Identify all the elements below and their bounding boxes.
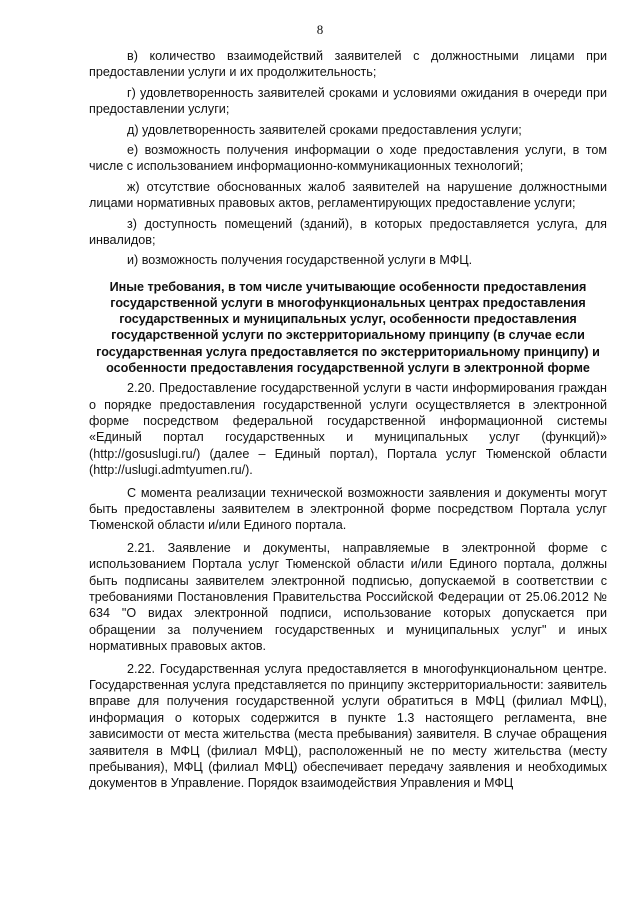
paragraph-2-22: 2.22. Государственная услуга предоставляется в многофункциональном центре. Государственная услуга представляется по принципу экстерриториальности: заявитель вправе для получения государственной услуги обратиться в МФЦ (филиал МФЦ), информация о которых содержится в пункте 1.3 настоящего регламента, вне зависимости от места жительства (места пребывания) заявителя. В случае обращения заявителя в МФЦ (филиал МФЦ), расположенный не по месту жительства (месту пребывания), МФЦ (филиал МФЦ) обеспечивает передачу заявления и необходимых документов в Управление. Порядок взаимодействия Управления и МФЦ bbox=[89, 661, 607, 791]
list-item-d: д) удовлетворенность заявителей сроками предоставления услуги; bbox=[127, 122, 522, 137]
list-item-zh: ж) отсутствие обоснованных жалоб заявителей на нарушение должностными лицами нормативных правовых актов, регламентирующих предоставление услуги; bbox=[89, 179, 607, 211]
paragraph-2-20: 2.20. Предоставление государственной услуги в части информирования граждан о порядке предоставления государственной услуги осуществляется в электронной форме посредством федеральной государственной информационной системы «Единый портал государственных и муниципальных услуг (функций)» (http://gosuslugi.ru/) (далее – Единый портал), Портала услуг Тюменской области (http://uslugi.admtyumen.ru/). bbox=[89, 381, 607, 478]
list-item-z: з) доступность помещений (зданий), в которых предоставляется услуга, для инвалидов; bbox=[89, 216, 607, 248]
document-body bbox=[89, 48, 607, 796]
paragraph-2-21: 2.21. Заявление и документы, направляемые в электронной форме с использованием Портала услуг Тюменской области и/или Единого портала, должны быть подписаны заявителем электронной подписью, допускаемой в соответствии с требованиями Постановления Правительства Российской Федерации от 25.06.2012 № 634 "О видах электронной подписи, использование которых допускается при обращении за получением государственных и муниципальных услуг" и иных нормативных правовых актов. bbox=[89, 540, 607, 654]
page-number: 8 bbox=[316, 22, 324, 37]
paragraph-technical-possibility: С момента реализации технической возможности заявления и документы могут быть предоставлены заявителем в электронной форме посредством Портала услуг Тюменской области и/или Единого портала. bbox=[89, 485, 607, 533]
list-item-g: г) удовлетворенность заявителей сроками и условиями ожидания в очереди при предоставлении услуги; bbox=[89, 85, 607, 117]
section-heading: Иные требования, в том числе учитывающие особенности предоставления государственной услуги в многофункциональных центрах предоставления государственных и муниципальных услуг, особенности предоставления государственной услуги по экстерриториальному принципу (в случае если государственная услуга предоставляется по экстерриториальному принципу) и особенности предоставления государственной услуги в электронной форме bbox=[96, 279, 600, 375]
list-item-i: и) возможность получения государственной услуги в МФЦ. bbox=[127, 253, 473, 268]
list-item-e: е) возможность получения информации о ходе предоставления услуги, в том числе с использованием информационно-коммуникационных технологий; bbox=[89, 143, 607, 174]
list-item-v: в) количество взаимодействий заявителей с должностными лицами при предоставлении услуги и их продолжительность; bbox=[89, 49, 607, 80]
